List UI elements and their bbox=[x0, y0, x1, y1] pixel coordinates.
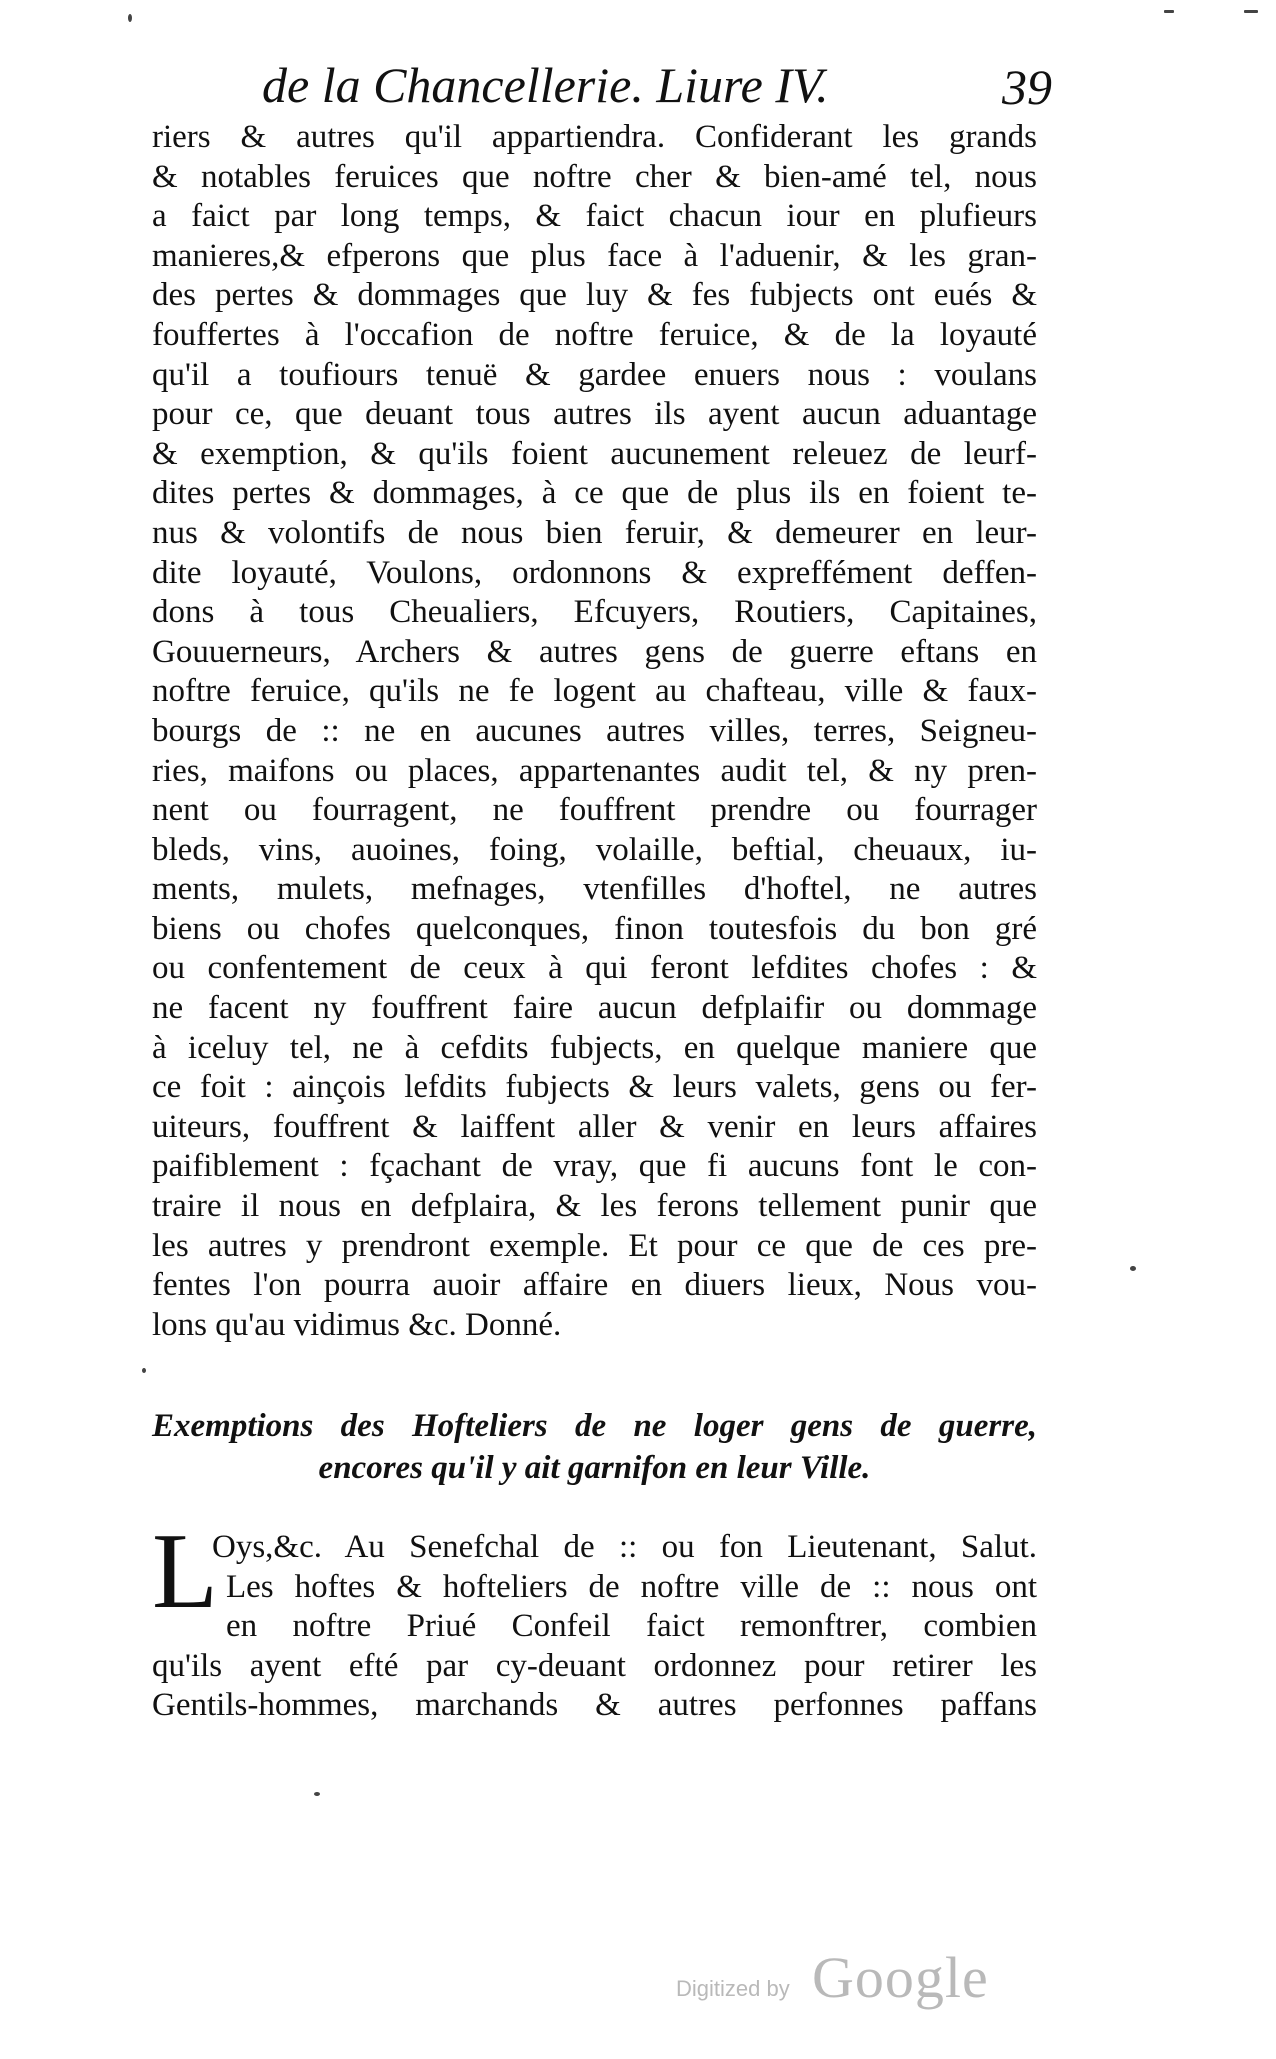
letter-text bbox=[152, 1512, 1037, 1726]
text-line: manieres,& efperons que plus face à l'aduenir, & les gran- bbox=[152, 237, 1037, 274]
text-line: dites pertes & dommages, à ce que de plus ils en foient te- bbox=[152, 475, 1037, 512]
text-line: qu'ils ayent efté par cy-deuant ordonnez pour retirer les bbox=[152, 1647, 1037, 1684]
drop-cap: L bbox=[152, 1512, 218, 1631]
text-line: biens ou chofes quelconques, finon toutesfois du bon gré bbox=[152, 910, 1037, 947]
text-line: dons à tous Cheualiers, Efcuyers, Routiers, Capitaines, bbox=[152, 594, 1037, 631]
section-heading-line: encores qu'il y ait garnifon en leur Ville. bbox=[318, 1450, 871, 1486]
section-heading-line: Exemptions des Hofteliers de ne loger gens de guerre, bbox=[152, 1408, 1037, 1444]
text-line: riers & autres qu'il appartiendra. Confiderant les grands bbox=[152, 119, 1037, 155]
text-line: bourgs de :: ne en aucunes autres villes, terres, Seigneu- bbox=[152, 712, 1037, 749]
watermark-caption: Digitized by bbox=[676, 1976, 790, 2001]
ink-speck bbox=[142, 1368, 146, 1373]
text-line: des pertes & dommages que luy & fes fubjects ont eués & bbox=[152, 277, 1037, 314]
ink-speck bbox=[1244, 10, 1258, 13]
body-text bbox=[152, 118, 1037, 1345]
text-line: fouffertes à l'occafion de noftre feruice, & de la loyauté bbox=[152, 316, 1037, 353]
text-line: nent ou fourragent, ne fouffrent prendre ou fourrager bbox=[152, 792, 1037, 829]
text-line: nus & volontifs de nous bien feruir, & demeurer en leur- bbox=[152, 514, 1037, 551]
ink-speck bbox=[1164, 10, 1174, 13]
text-line: lons qu'au vidimus &c. Donné. bbox=[152, 1306, 562, 1343]
text-line: & notables feruices que noftre cher & bien-amé tel, nous bbox=[152, 158, 1037, 195]
text-line: fentes l'on pourra auoir affaire en diuers lieux, Nous vou- bbox=[152, 1267, 1037, 1304]
text-line: pour ce, que deuant tous autres ils ayent aucun aduantage bbox=[152, 396, 1037, 433]
page-header bbox=[262, 56, 1052, 126]
digitized-watermark bbox=[676, 1944, 1016, 2014]
text-line: bleds, vins, auoines, foing, volaille, beftial, cheuaux, iu- bbox=[152, 831, 1037, 868]
text-line: les autres y prendront exemple. Et pour ce que de ces pre- bbox=[152, 1227, 1037, 1264]
text-line: Gentils-hommes, marchands & autres perfonnes paffans bbox=[152, 1687, 1037, 1724]
page-number: 39 bbox=[1002, 59, 1052, 115]
text-line: Oys,&c. Au Senefchal de :: ou fon Lieutenant, Salut. bbox=[212, 1529, 1037, 1565]
text-line: ou confentement de ceux à qui feront lefdites chofes : & bbox=[152, 950, 1037, 987]
text-line: traire il nous en defplaira, & les ferons tellement punir que bbox=[152, 1188, 1037, 1225]
running-title: de la Chancellerie. Liure IV. bbox=[262, 57, 829, 113]
text-line: paifiblement : fçachant de vray, que fi aucuns font le con- bbox=[152, 1148, 1037, 1185]
text-line: Les hoftes & hofteliers de noftre ville de :: nous ont bbox=[226, 1568, 1037, 1605]
ink-speck bbox=[128, 14, 132, 22]
text-line: en noftre Priué Confeil faict remonftrer, combien bbox=[226, 1608, 1037, 1645]
text-line: Gouuerneurs, Archers & autres gens de guerre eftans en bbox=[152, 633, 1037, 670]
text-line: ce foit : ainçois lefdits fubjects & leurs valets, gens ou fer- bbox=[152, 1069, 1037, 1106]
ink-speck bbox=[314, 1792, 320, 1796]
text-line: à iceluy tel, ne à cefdits fubjects, en quelque maniere que bbox=[152, 1029, 1037, 1066]
ink-speck bbox=[1130, 1266, 1136, 1271]
text-line: uiteurs, fouffrent & laiffent aller & venir en leurs affaires bbox=[152, 1108, 1037, 1145]
text-line: dite loyauté, Voulons, ordonnons & expreffément deffen- bbox=[152, 554, 1037, 591]
google-logo: Google bbox=[812, 1945, 989, 2010]
text-line: noftre feruice, qu'ils ne fe logent au chafteau, ville & faux- bbox=[152, 673, 1037, 710]
text-line: ments, mulets, mefnages, vtenfilles d'hoftel, ne autres bbox=[152, 871, 1037, 908]
text-line: & exemption, & qu'ils foient aucunement releuez de leurf- bbox=[152, 435, 1037, 472]
text-line: a faict par long temps, & faict chacun iour en plufieurs bbox=[152, 198, 1037, 235]
text-line: ne facent ny fouffrent faire aucun defplaifir ou dommage bbox=[152, 990, 1037, 1027]
text-line: ries, maifons ou places, appartenantes audit tel, & ny pren- bbox=[152, 752, 1037, 789]
text-line: qu'il a toufiours tenuë & gardee enuers nous : voulans bbox=[152, 356, 1037, 393]
section-heading bbox=[152, 1405, 1037, 1489]
